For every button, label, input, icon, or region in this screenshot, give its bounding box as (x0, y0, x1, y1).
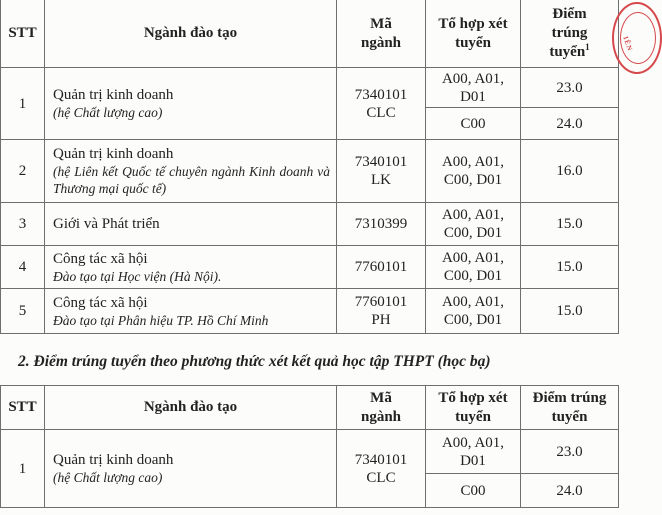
row-stt: 5 (1, 289, 45, 334)
admission-score-table-2 (0, 385, 619, 508)
row-major (45, 203, 337, 246)
table-header-row (1, 0, 619, 68)
header-stt: STT (1, 386, 45, 430)
header-combo: Tổ hợp xét tuyển (426, 386, 521, 430)
row-stt: 3 (1, 203, 45, 246)
row-combo: C00 (426, 108, 521, 140)
row-score: 24.0 (521, 474, 619, 508)
row-score: 15.0 (521, 203, 619, 246)
major-note: (hệ Liên kết Quốc tế chuyên ngành Kinh doanh và Thương mại quốc tế) (53, 164, 330, 196)
table-row (1, 246, 619, 289)
row-stt: 4 (1, 246, 45, 289)
row-code: 7310399 (337, 203, 426, 246)
row-score: 24.0 (521, 108, 619, 140)
row-combo: A00, A01, D01 (426, 430, 521, 474)
row-score: 23.0 (521, 430, 619, 474)
header-code: Mã ngành (337, 386, 426, 430)
table-header-row (1, 386, 619, 430)
row-code: 7760101 PH (337, 289, 426, 334)
header-major: Ngành đào tạo (45, 386, 337, 430)
red-seal-stamp (612, 2, 662, 74)
row-stt: 2 (1, 140, 45, 203)
row-major (45, 430, 337, 508)
header-score-label: Điểm trúng tuyển (549, 6, 588, 60)
header-major: Ngành đào tạo (45, 0, 337, 68)
table-row (1, 140, 619, 203)
row-major (45, 68, 337, 140)
major-note: (hệ Chất lượng cao) (53, 105, 163, 120)
row-major (45, 289, 337, 334)
row-code: 7340101 CLC (337, 430, 426, 508)
row-combo: A00, A01, C00, D01 (426, 289, 521, 334)
row-stt: 1 (1, 68, 45, 140)
header-score: Điểm trúng tuyển (521, 386, 619, 430)
major-name: Quản trị kinh doanh (53, 452, 174, 468)
major-name: Quản trị kinh doanh (53, 146, 174, 162)
major-note: Đào tạo tại Học viện (Hà Nội). (53, 268, 222, 284)
header-code: Mã ngành (337, 0, 426, 68)
table-row (1, 289, 619, 334)
major-name: Công tác xã hội (53, 294, 148, 311)
footnote-mark: 1 (585, 42, 590, 52)
table-row (1, 430, 619, 474)
row-major (45, 140, 337, 203)
major-note: (hệ Chất lượng cao) (53, 470, 163, 485)
row-code: 7760101 (337, 246, 426, 289)
major-name: Giới và Phát triển (53, 216, 160, 232)
row-stt: 1 (1, 430, 45, 508)
major-note: Đào tạo tại Phân hiệu TP. Hồ Chí Minh (53, 312, 269, 328)
row-combo: A00, A01, C00, D01 (426, 246, 521, 289)
row-combo: A00, A01, C00, D01 (426, 203, 521, 246)
table-row (1, 203, 619, 246)
row-combo: A00, A01, D01 (426, 68, 521, 108)
row-code: 7340101 CLC (337, 68, 426, 140)
section-2-title: 2. Điểm trúng tuyển theo phương thức xét kết quả học tập THPT (học bạ) (18, 353, 491, 370)
row-score: 23.0 (521, 68, 619, 108)
header-combo: Tổ hợp xét tuyển (426, 0, 521, 68)
row-code: 7340101 LK (337, 140, 426, 203)
major-name: Quản trị kinh doanh (53, 87, 174, 103)
row-score: 15.0 (521, 289, 619, 334)
major-name: Công tác xã hội (53, 250, 148, 267)
row-combo: C00 (426, 474, 521, 508)
header-stt: STT (1, 0, 45, 68)
row-major (45, 246, 337, 289)
seal-text: IÊN (621, 35, 635, 53)
row-score: 15.0 (521, 246, 619, 289)
row-combo: A00, A01, C00, D01 (426, 140, 521, 203)
row-score: 16.0 (521, 140, 619, 203)
header-score (521, 0, 619, 68)
table-row (1, 68, 619, 108)
